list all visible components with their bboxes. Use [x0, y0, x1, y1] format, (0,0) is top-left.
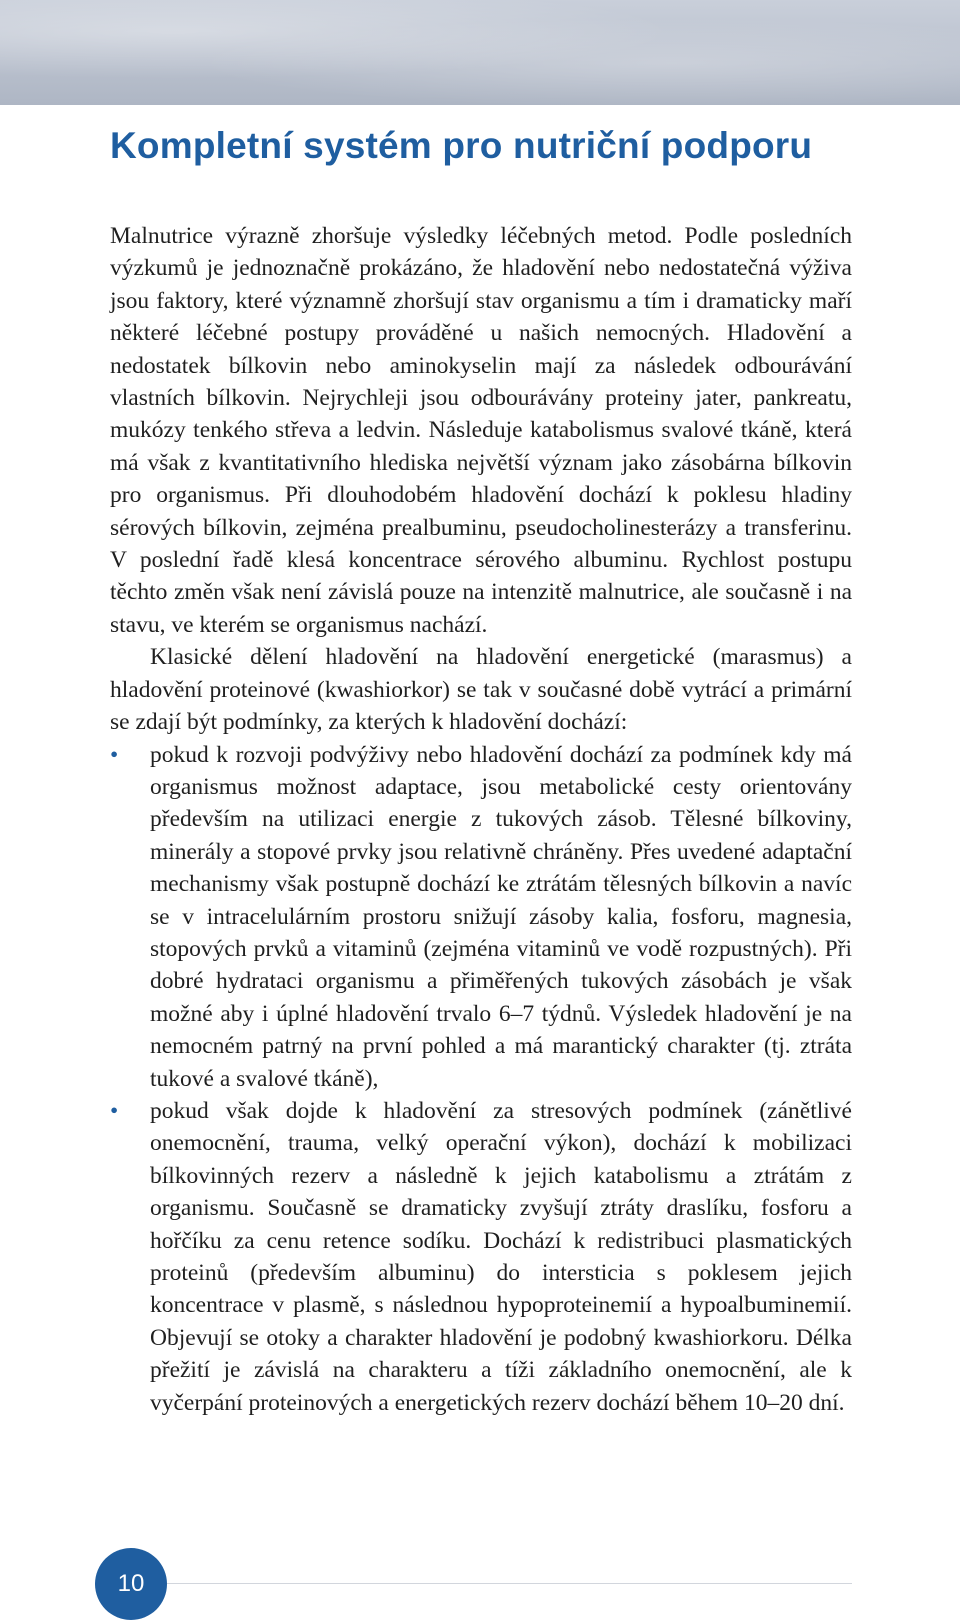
bullet-item-stress	[110, 1095, 852, 1419]
bullet-icon: •	[110, 741, 119, 768]
page-number: 10	[117, 1570, 145, 1597]
bullet-text: pokud však dojde k hladovění za stresových podmínek (zánětlivé onemocnění, trauma, velký operační výkon), dochází k mobilizaci bílkovinných rezerv a následně k jejich katabolismu a ztrátám z organismu. Současně se dramaticky zvyšují ztráty draslíku, fosforu a hořčíku za cenu retence sodíku. Dochází k redistribuci plasmatických proteinů (především albuminu) do intersticia s poklesem jejich koncentrace v plasmě, s následnou hypoproteinemií a hypoalbuminemií. Objevují se otoky a charakter hladovění je podobný kwashiorkoru. Délka přežití je závislá na charakteru a tíži základního onemocnění, ale k vyčerpání proteinových a energetických rezerv dochází během 10–20 dní.	[150, 1097, 852, 1416]
bullet-item-adaptation	[110, 739, 852, 1095]
paragraph-intro: Malnutrice výrazně zhoršuje výsledky léčebných metod. Podle posledních výzkumů je jednoznačně prokázáno, že hladovění nebo nedostatečná výživa jsou faktory, které významně zhoršují stav organismu a tím i dramaticky maří některé léčebné postupy prováděné u našich nemocných. Hladovění a nedostatek bílkovin nebo aminokyselin mají za následek odbourávání vlastních bílkovin. Nejrychleji jsou odbourávány proteiny jater, pankreatu, mukózy tenkého střeva a ledvin. Následuje katabolismus svalové tkáně, která má však z kvantitativního hlediska největší význam jako zásobárna bílkovin pro organismus. Při dlouhodobém hladovění dochází k poklesu hladiny sérových bílkovin, zejména prealbuminu, pseudocholinesterázy a transferinu. V poslední řadě klesá koncentrace sérového albuminu. Rychlost postupu těchto změn však není závislá pouze na intenzitě malnutrice, ale současně i na stavu, ve kterém se organismus nachází.	[110, 223, 852, 638]
bullet-list	[110, 739, 852, 1420]
page-number-badge	[95, 1548, 167, 1620]
bullet-icon: •	[110, 1097, 119, 1124]
body-text	[110, 220, 852, 1419]
page-title: Kompletní systém pro nutriční podporu	[110, 125, 813, 166]
header-band	[0, 0, 960, 105]
footer-rule	[167, 1583, 852, 1584]
paragraph-classification: Klasické dělení hladovění na hladovění energetické (marasmus) a hladovění proteinové (kwashiorkor) se tak v současné době vytrácí a primární se zdají být podmínky, za kterých k hladovění dochází:	[110, 644, 852, 736]
bullet-text: pokud k rozvoji podvýživy nebo hladovění dochází za podmínek kdy má organismus možnost adaptace, jsou metabolické cesty orientovány především na utilizaci energie z tukových zásob. Tělesné bílkoviny, minerály a stopové prvky jsou relativně chráněny. Přes uvedené adaptační mechanismy však postupně dochází ke ztrátám tělesných bílkovin a navíc se v intracelulárním prostoru snižují zásoby kalia, fosforu, magnesia, stopových prvků a vitaminů (zejména vitaminů ve vodě rozpustných). Při dobré hydrataci organismu a přiměřených tukových zásobách je však možné aby i úplné hladovění trvalo 6–7 týdnů. Výsledek hladovění je na nemocném patrný na první pohled a má marantický charakter (tj. ztráta tukové a svalové tkáně),	[150, 741, 852, 1092]
